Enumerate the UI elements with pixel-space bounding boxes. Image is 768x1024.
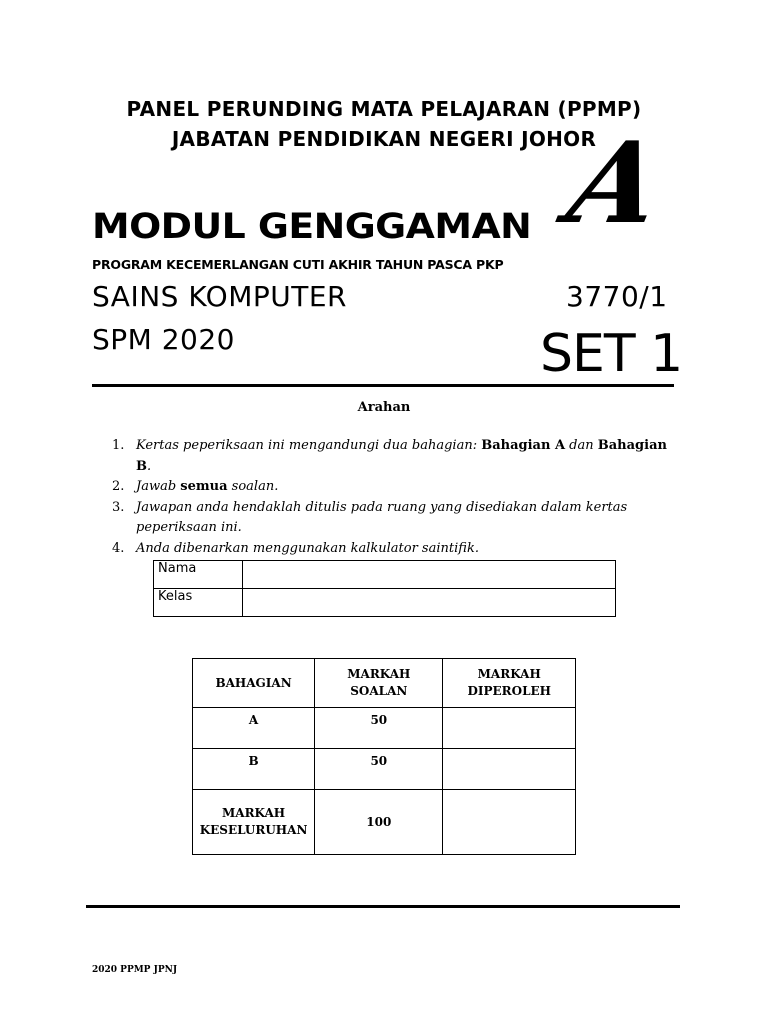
section-cell: MARKAH KESELURUHAN bbox=[193, 790, 315, 855]
exam-year: SPM 2020 bbox=[92, 323, 235, 356]
subject-code: 3770/1 bbox=[566, 280, 668, 313]
obtained-cell[interactable] bbox=[443, 790, 576, 855]
instruction-text: Anda dibenarkan menggunakan kalkulator saintifik. bbox=[136, 540, 479, 556]
instruction-number: 3. bbox=[112, 499, 125, 515]
obtained-cell[interactable] bbox=[443, 708, 576, 749]
set-label: SET 1 bbox=[540, 324, 683, 384]
class-label: Kelas bbox=[154, 589, 243, 617]
marks-cell: 50 bbox=[315, 708, 443, 749]
table-row bbox=[193, 790, 576, 855]
section-cell: B bbox=[193, 749, 315, 790]
footer-text: 2020 PPMP JPNJ bbox=[92, 965, 178, 975]
divider-bottom bbox=[86, 905, 680, 908]
table-row bbox=[193, 708, 576, 749]
instruction-number: 4. bbox=[112, 540, 125, 556]
class-row bbox=[154, 589, 616, 617]
marks-cell: 50 bbox=[315, 749, 443, 790]
instruction-text: Jawab semua soalan. bbox=[136, 479, 279, 494]
marks-header-row bbox=[193, 659, 576, 708]
name-field[interactable] bbox=[243, 561, 616, 589]
class-field[interactable] bbox=[243, 589, 616, 617]
header-marks-obtained: MARKAH DIPEROLEH bbox=[443, 659, 576, 708]
instructions-list bbox=[112, 436, 682, 559]
obtained-cell[interactable] bbox=[443, 749, 576, 790]
name-label: Nama bbox=[154, 561, 243, 589]
instruction-item bbox=[112, 477, 682, 498]
module-title: MODUL GENGGAMAN bbox=[92, 207, 532, 247]
instruction-text: Jawapan anda hendaklah ditulis pada ruang yang disediakan dalam kertas peperiksaan ini. bbox=[136, 499, 628, 535]
table-row bbox=[193, 749, 576, 790]
marks-table bbox=[192, 658, 576, 855]
logo-letter: A bbox=[558, 118, 673, 249]
header-section: BAHAGIAN bbox=[193, 659, 315, 708]
marks-cell: 100 bbox=[315, 790, 443, 855]
program-subtitle: PROGRAM KECEMERLANGAN CUTI AKHIR TAHUN PASCA PKP bbox=[92, 257, 504, 272]
instruction-item bbox=[112, 498, 682, 539]
student-info-table bbox=[153, 560, 616, 617]
divider-top bbox=[92, 384, 674, 387]
header-question-marks: MARKAH SOALAN bbox=[315, 659, 443, 708]
instruction-item bbox=[112, 436, 682, 477]
header-line-2: JABATAN PENDIDIKAN NEGERI JOHOR bbox=[171, 127, 597, 151]
section-cell: A bbox=[193, 708, 315, 749]
instructions-heading: Arahan bbox=[357, 400, 411, 415]
instruction-number: 1. bbox=[112, 438, 125, 453]
instruction-number: 2. bbox=[112, 479, 125, 494]
instruction-text: Kertas peperiksaan ini mengandungi dua bahagian: Bahagian A dan Bahagian B. bbox=[136, 438, 667, 474]
header-line-1: PANEL PERUNDING MATA PELAJARAN (PPMP) bbox=[126, 97, 642, 121]
instruction-item bbox=[112, 539, 682, 560]
subject-name: SAINS KOMPUTER bbox=[92, 280, 347, 313]
name-row bbox=[154, 561, 616, 589]
